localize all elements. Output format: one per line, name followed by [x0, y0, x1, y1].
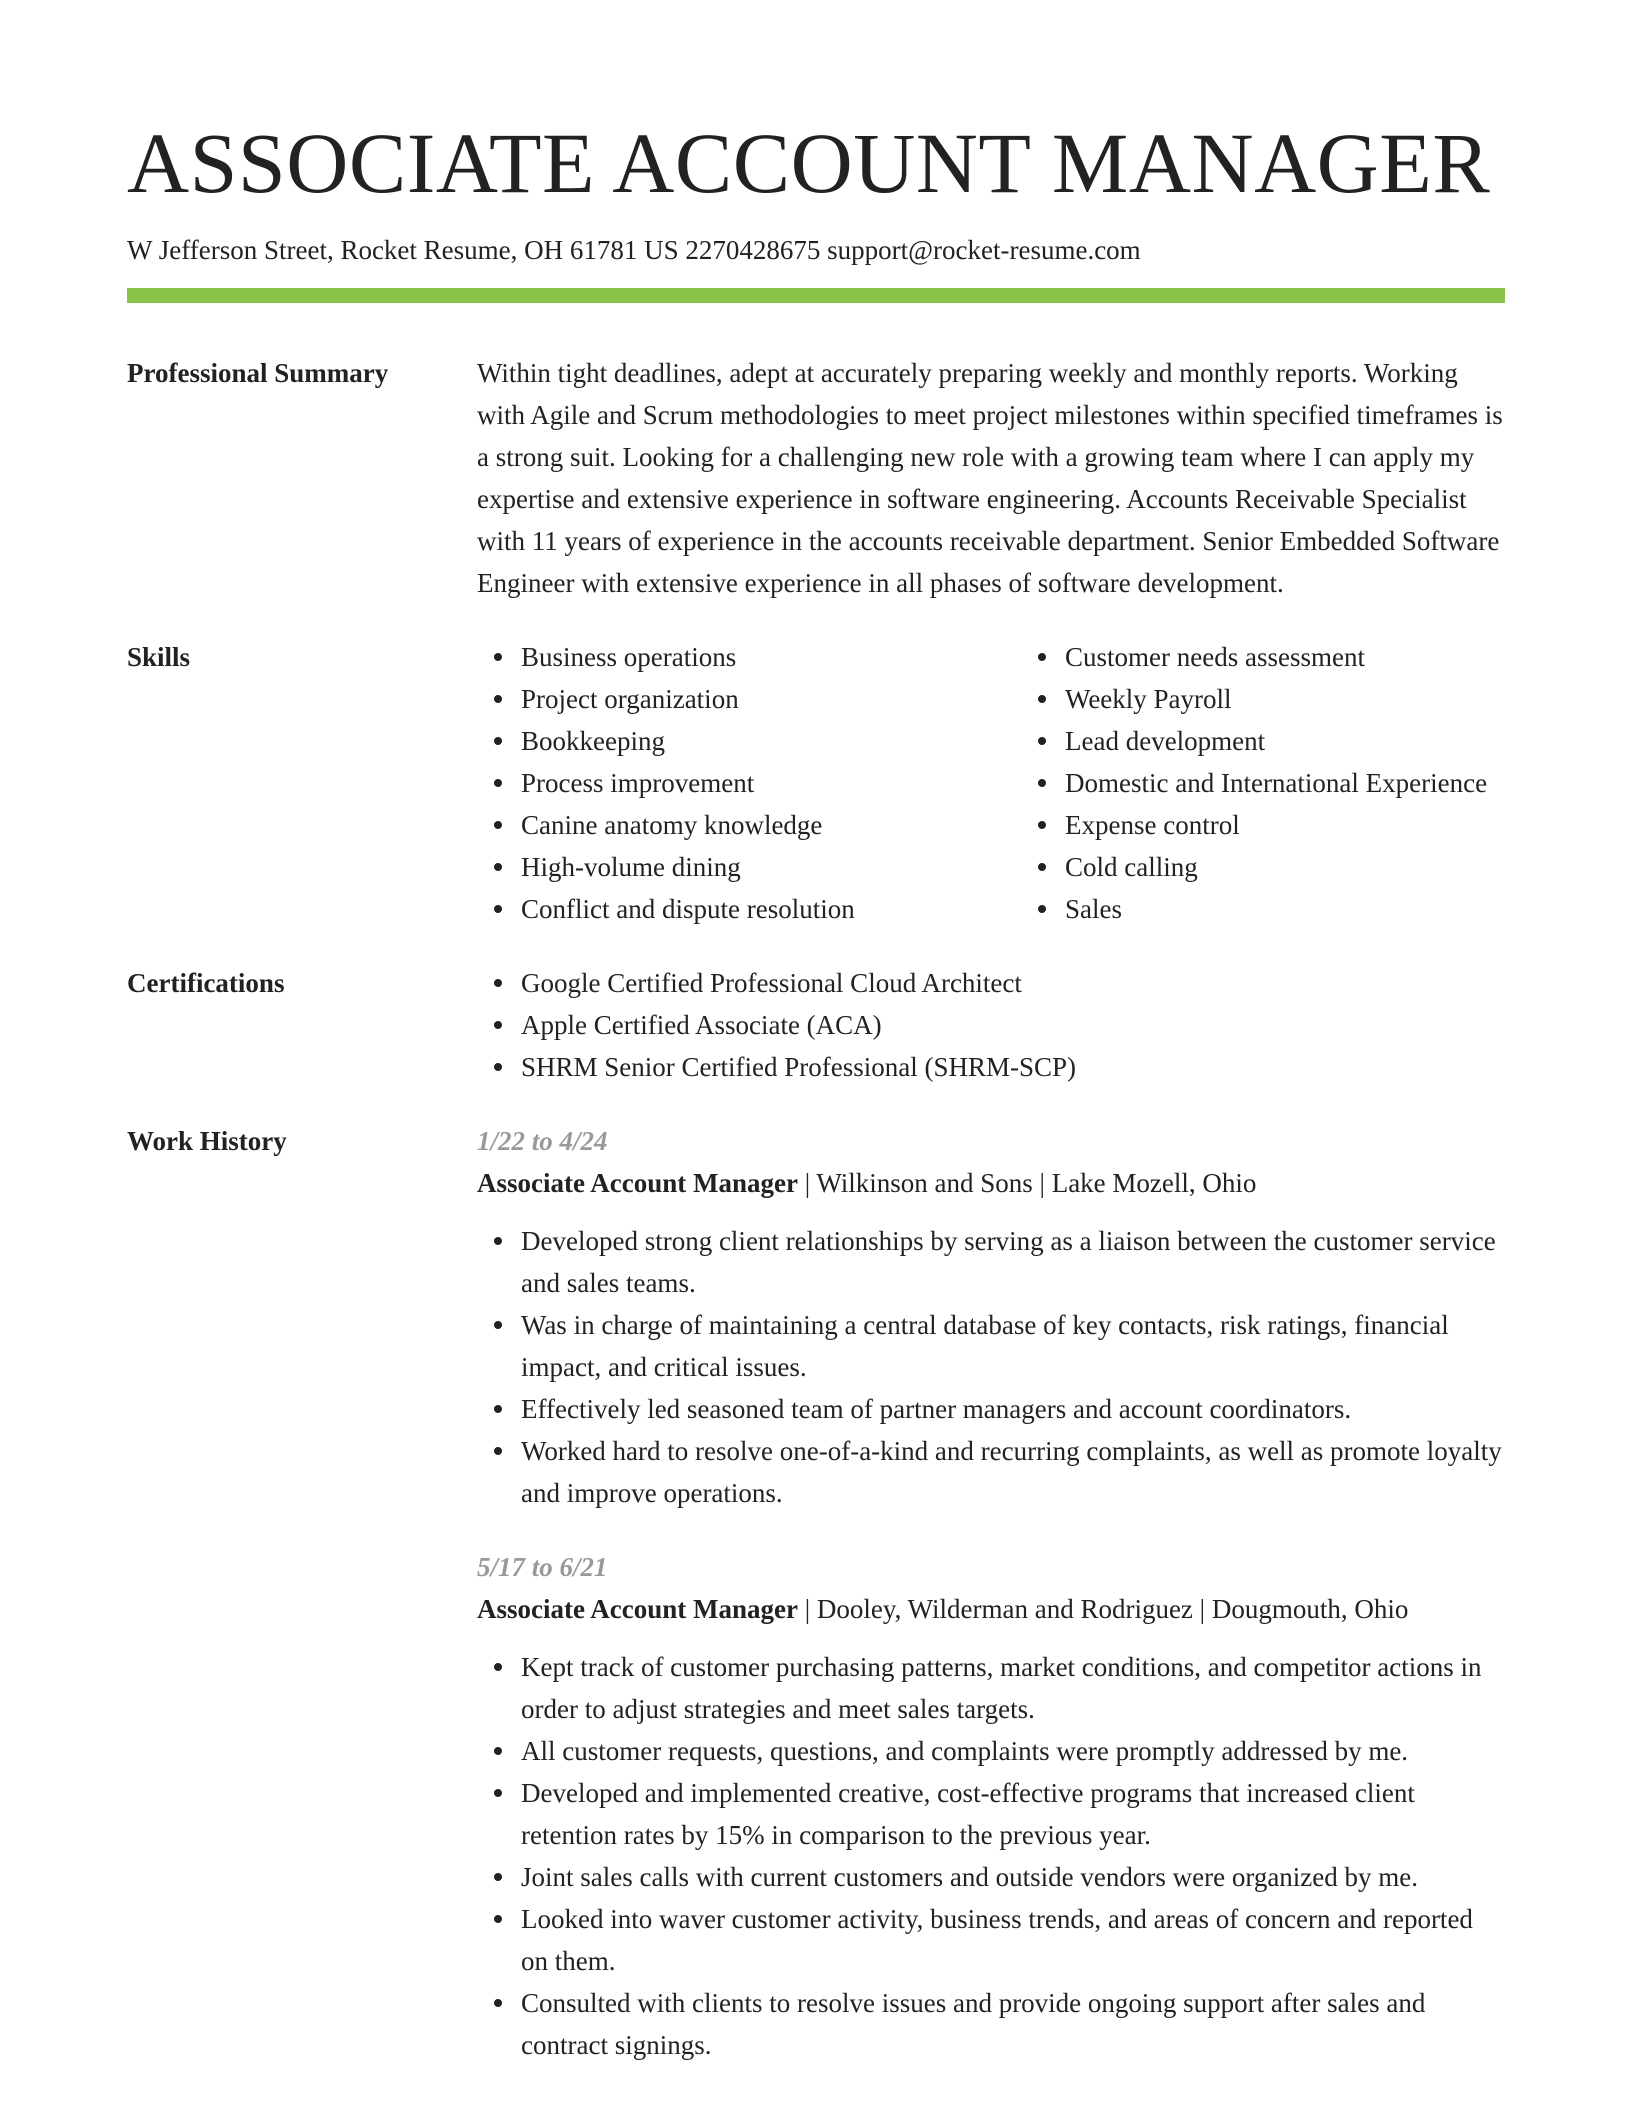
skills-section: [127, 636, 1505, 930]
skill-item: Canine anatomy knowledge: [521, 804, 1021, 846]
skill-item: Conflict and dispute resolution: [521, 888, 1021, 930]
certification-item: Google Certified Professional Cloud Architect: [521, 962, 1505, 1004]
job-entry: [477, 1120, 1505, 1514]
job-bullet: Looked into waver customer activity, business trends, and areas of concern and reported on them.: [521, 1898, 1505, 1982]
job-heading: [477, 1162, 1505, 1204]
job-dates: 1/22 to 4/24: [477, 1126, 608, 1157]
skill-item: Project organization: [521, 678, 1021, 720]
job-bullet: Developed and implemented creative, cost-effective programs that increased client retention rates by 15% in comparison to the previous year.: [521, 1772, 1505, 1856]
certifications-body: [477, 962, 1505, 1088]
job-bullets: [477, 1646, 1505, 2066]
section-heading: Professional Summary: [127, 358, 389, 389]
job-bullet: Effectively led seasoned team of partner managers and account coordinators.: [521, 1388, 1505, 1430]
skill-item: Process improvement: [521, 762, 1021, 804]
certifications-list: [477, 962, 1505, 1088]
skill-item: Bookkeeping: [521, 720, 1021, 762]
professional-summary-section: [127, 352, 1505, 604]
skill-item: Expense control: [1065, 804, 1565, 846]
skill-item: Customer needs assessment: [1065, 636, 1565, 678]
skill-item: Cold calling: [1065, 846, 1565, 888]
summary-text: Within tight deadlines, adept at accurately preparing weekly and monthly reports. Working with Agile and Scrum methodologies to meet project milestones within specified timeframes is a strong suit. Looking for a challenging new role with a growing team where I can apply my expertise and extensive experience in software engineering. Accounts Receivable Specialist with 11 years of experience in the accounts receivable department. Senior Embedded Software Engineer with extensive experience in all phases of software development.: [477, 358, 1503, 599]
skills-list-left: [477, 636, 1021, 930]
certifications-section: [127, 962, 1505, 1088]
skill-item: High-volume dining: [521, 846, 1021, 888]
work-history-section: [127, 1120, 1505, 2066]
section-heading: Work History: [127, 1126, 287, 1157]
job-employer-location: | Wilkinson and Sons | Lake Mozell, Ohio: [797, 1168, 1257, 1199]
certification-item: SHRM Senior Certified Professional (SHRM-SCP): [521, 1046, 1505, 1088]
contact-line: W Jefferson Street, Rocket Resume, OH 61781 US 2270428675 support@rocket-resume.com: [127, 235, 1141, 265]
accent-divider: [127, 288, 1505, 303]
job-heading: [477, 1588, 1505, 1630]
skill-item: Weekly Payroll: [1065, 678, 1565, 720]
certification-item: Apple Certified Associate (ACA): [521, 1004, 1505, 1046]
job-dates: 5/17 to 6/21: [477, 1552, 608, 1583]
job-bullet: Kept track of customer purchasing patterns, market conditions, and competitor actions in order to adjust strategies and meet sales targets.: [521, 1646, 1505, 1730]
skill-item: Business operations: [521, 636, 1021, 678]
job-title: Associate Account Manager: [477, 1168, 798, 1199]
section-heading: Skills: [127, 642, 191, 673]
skill-item: Lead development: [1065, 720, 1565, 762]
job-bullet: All customer requests, questions, and complaints were promptly addressed by me.: [521, 1730, 1505, 1772]
job-title: Associate Account Manager: [477, 1594, 798, 1625]
section-heading: Certifications: [127, 968, 285, 999]
job-bullet: Joint sales calls with current customers and outside vendors were organized by me.: [521, 1856, 1505, 1898]
job-bullet: Consulted with clients to resolve issues and provide ongoing support after sales and contract signings.: [521, 1982, 1505, 2066]
skill-item: Sales: [1065, 888, 1565, 930]
work-history-body: [477, 1120, 1505, 2066]
job-bullet: Was in charge of maintaining a central database of key contacts, risk ratings, financial impact, and critical issues.: [521, 1304, 1505, 1388]
skills-list-right: [1021, 636, 1565, 930]
skill-item: Domestic and International Experience: [1065, 762, 1565, 804]
resume-title: ASSOCIATE ACCOUNT MANAGER: [127, 115, 1491, 211]
skills-columns: [477, 636, 1565, 930]
job-bullets: [477, 1220, 1505, 1514]
job-bullet: Worked hard to resolve one-of-a-kind and recurring complaints, as well as promote loyalty and improve operations.: [521, 1430, 1505, 1514]
job-bullet: Developed strong client relationships by serving as a liaison between the customer service and sales teams.: [521, 1220, 1505, 1304]
job-employer-location: | Dooley, Wilderman and Rodriguez | Dougmouth, Ohio: [797, 1594, 1409, 1625]
job-entry: [477, 1546, 1505, 2066]
